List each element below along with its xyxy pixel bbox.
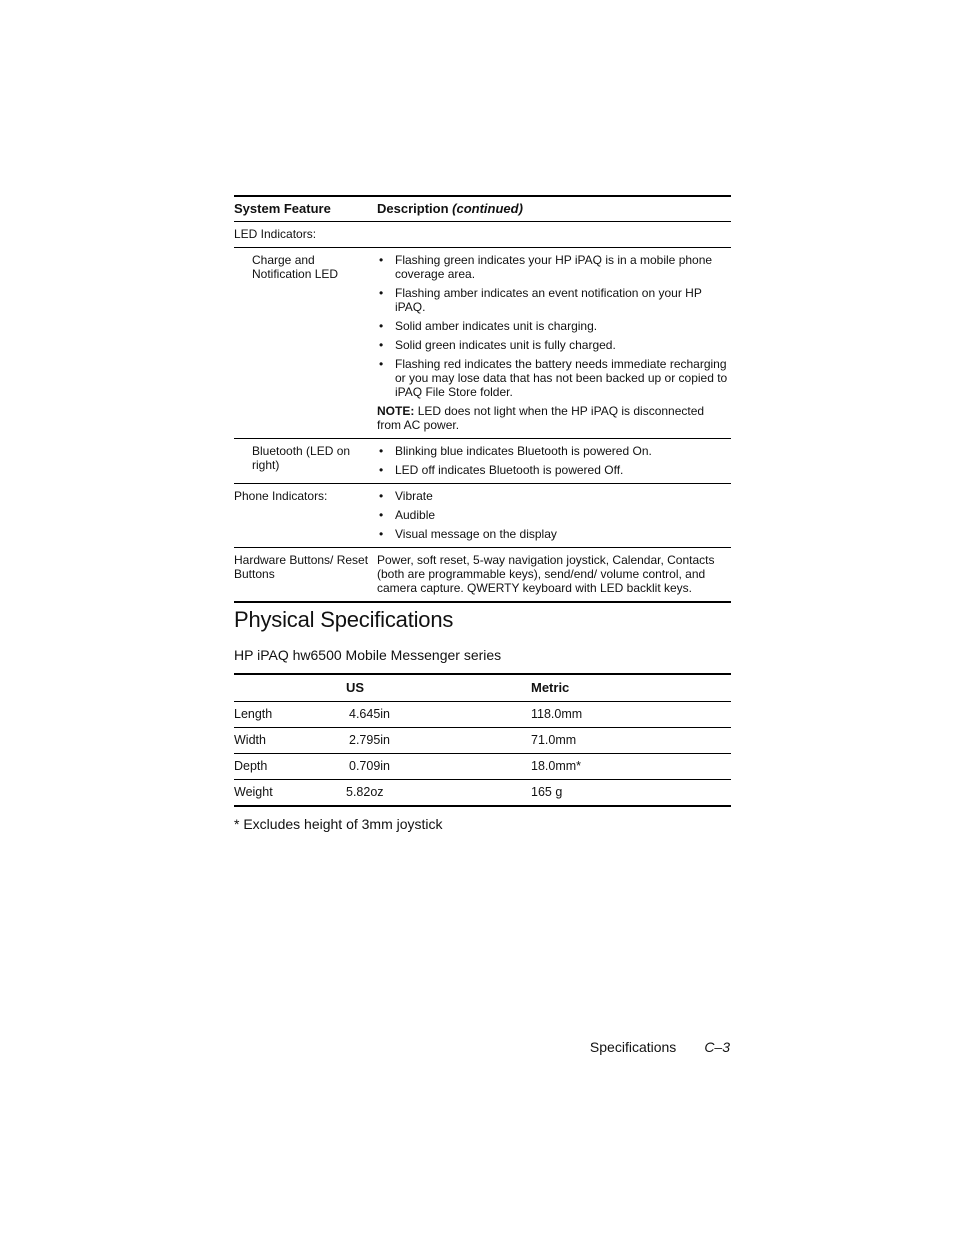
feature-description-cell — [377, 248, 731, 439]
feature-row — [234, 439, 731, 484]
feature-bullet: • Flashing red indicates the battery needs immediate recharging or you may lose data that has not been backed up or copied to iPAQ File Store folder. — [377, 357, 731, 399]
section-subtitle: HP iPAQ hw6500 Mobile Messenger series — [234, 647, 502, 663]
header-description-label: Description — [377, 201, 449, 216]
feature-row — [234, 484, 731, 548]
spec-us-value: 5.82oz — [346, 780, 531, 807]
note-label: NOTE: — [377, 404, 415, 418]
spec-header-us: US — [346, 674, 531, 702]
spec-us-value: 0.709in — [346, 754, 531, 780]
spec-metric-value: 118.0mm — [531, 702, 731, 728]
spec-header-blank — [234, 674, 346, 702]
header-description — [377, 196, 731, 222]
feature-label-cell — [234, 548, 377, 603]
feature-description-cell — [377, 222, 731, 248]
feature-bullet: • LED off indicates Bluetooth is powered Off. — [377, 463, 731, 477]
feature-description-cell — [377, 484, 731, 548]
feature-bullet-list — [377, 444, 731, 477]
feature-bullet: • Audible — [377, 508, 731, 522]
feature-label-cell — [234, 222, 377, 248]
spec-us-value: 4.645in — [346, 702, 531, 728]
feature-label: Bluetooth (LED on right) — [252, 444, 351, 472]
spec-metric-value: 18.0mm* — [531, 754, 731, 780]
section-title: Physical Specifications — [234, 607, 454, 632]
spec-dimension: Weight — [234, 780, 346, 807]
feature-label: LED Indicators: — [234, 227, 317, 241]
feature-bullet-list — [377, 253, 731, 399]
feature-row — [234, 248, 731, 439]
spec-metric-value: 71.0mm — [531, 728, 731, 754]
feature-description-cell — [377, 439, 731, 484]
spec-row — [234, 728, 731, 754]
feature-bullet: • Visual message on the display — [377, 527, 731, 541]
page-content — [234, 195, 731, 832]
feature-bullet: • Solid amber indicates unit is charging. — [377, 319, 731, 333]
feature-label: Charge and Notification LED — [252, 253, 339, 281]
physical-spec-table — [234, 673, 731, 807]
feature-description-text: Power, soft reset, 5-way navigation joystick, Calendar, Contacts (both are programmable keys), send/end/ volume control, and camera capture. QWERTY keyboard with LED backlit keys. — [377, 553, 715, 595]
feature-label-cell — [234, 248, 377, 439]
feature-label-cell — [234, 484, 377, 548]
feature-bullet-list — [377, 489, 731, 541]
spec-row — [234, 754, 731, 780]
header-system-feature: System Feature — [234, 196, 377, 222]
feature-bullet: • Flashing green indicates your HP iPAQ is in a mobile phone coverage area. — [377, 253, 731, 281]
feature-table-body — [234, 222, 731, 603]
spec-table-body — [234, 702, 731, 807]
feature-label-cell — [234, 439, 377, 484]
spec-header-metric: Metric — [531, 674, 731, 702]
spec-row — [234, 780, 731, 807]
spec-dimension: Depth — [234, 754, 346, 780]
feature-bullet: • Flashing amber indicates an event notification on your HP iPAQ. — [377, 286, 731, 314]
feature-note — [377, 404, 731, 432]
header-continued-note: (continued) — [452, 201, 523, 216]
spec-dimension: Width — [234, 728, 346, 754]
feature-bullet: • Vibrate — [377, 489, 731, 503]
spec-us-value: 2.795in — [346, 728, 531, 754]
footer-chapter: Specifications — [589, 1039, 677, 1055]
feature-row — [234, 548, 731, 603]
system-feature-table — [234, 195, 731, 603]
footnote: * Excludes height of 3mm joystick — [234, 816, 443, 832]
feature-table-header — [234, 196, 731, 222]
page-footer — [590, 1039, 730, 1055]
feature-bullet: • Solid green indicates unit is fully charged. — [377, 338, 731, 352]
feature-description-cell — [377, 548, 731, 603]
feature-label: Hardware Buttons/ Reset Buttons — [234, 553, 369, 581]
feature-bullet: • Blinking blue indicates Bluetooth is powered On. — [377, 444, 731, 458]
spec-dimension: Length — [234, 702, 346, 728]
note-text: LED does not light when the HP iPAQ is disconnected from AC power. — [377, 404, 705, 432]
footer-page-number: C–3 — [704, 1039, 730, 1055]
feature-row — [234, 222, 731, 248]
spec-table-header — [234, 674, 731, 702]
spec-metric-value: 165 g — [531, 780, 731, 807]
spec-row — [234, 702, 731, 728]
feature-label: Phone Indicators: — [234, 489, 328, 503]
